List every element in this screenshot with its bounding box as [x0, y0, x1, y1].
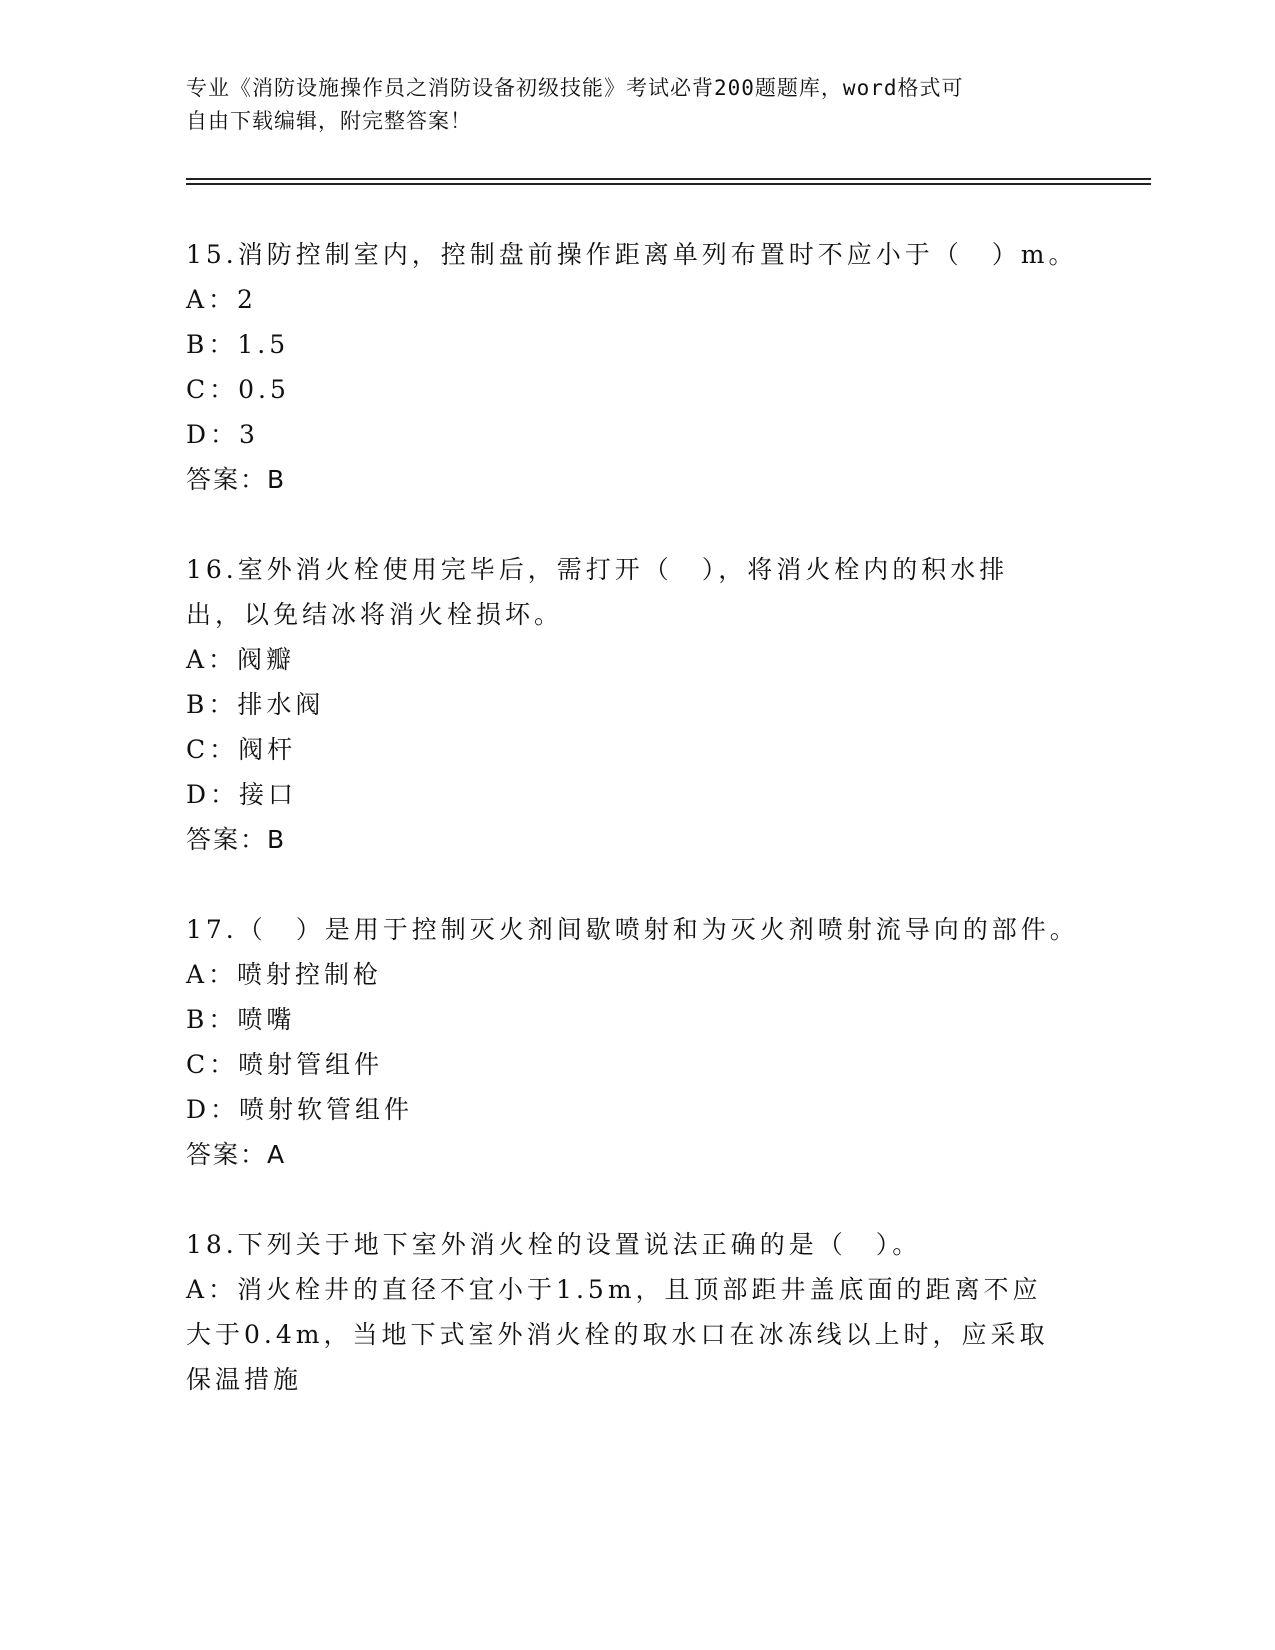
question-text: 17.（ ）是用于控制灭火剂间歇喷射和为灭火剂喷射流导向的部件。: [186, 915, 1079, 944]
document-header: [186, 72, 1066, 138]
question-text: 15.消防控制室内，控制盘前操作距离单列布置时不应小于（ ）m。: [186, 240, 1078, 269]
question-17: [186, 907, 1086, 1177]
header-divider-top: [186, 178, 1151, 180]
option-a: A：2: [186, 285, 257, 314]
answer-line: 答案：B: [186, 825, 287, 854]
answer-line: 答案：B: [186, 465, 287, 494]
option-a: A：阀瓣: [186, 645, 296, 674]
option-c: C：阀杆: [186, 735, 297, 764]
option-c: C：喷射管组件: [186, 1050, 384, 1079]
option-a: A：喷射控制枪: [186, 960, 383, 989]
question-15: [186, 232, 1086, 502]
option-d: D：喷射软管组件: [186, 1095, 414, 1124]
option-c: C：0.5: [186, 375, 290, 404]
question-16: [186, 547, 1086, 862]
question-text: 16.室外消火栓使用完毕后，需打开（ ），将消火栓内的积水排出，以免结冰将消火栓损坏。: [186, 555, 1009, 629]
header-line-1: 专业《消防设施操作员之消防设备初级技能》考试必背200题题库，word格式可: [186, 76, 964, 100]
option-b: B：排水阀: [186, 690, 325, 719]
option-b: B：喷嘴: [186, 1005, 296, 1034]
answer-line: 答案：A: [186, 1140, 287, 1169]
option-b: B：1.5: [186, 330, 290, 359]
option-a: A：消火栓井的直径不宜小于1.5m，且顶部距井盖底面的距离不应大于0.4m，当地下式室外消火栓的取水口在冰冻线以上时，应采取保温措施: [186, 1275, 1049, 1394]
question-18: [186, 1222, 1086, 1402]
question-text: 18.下列关于地下室外消火栓的设置说法正确的是（ ）。: [186, 1230, 922, 1259]
header-divider-bottom: [186, 183, 1151, 185]
option-d: D：接口: [186, 780, 298, 809]
question-list: [186, 232, 1086, 1447]
header-line-2: 自由下载编辑，附完整答案！: [186, 109, 472, 133]
option-d: D：3: [186, 420, 259, 449]
